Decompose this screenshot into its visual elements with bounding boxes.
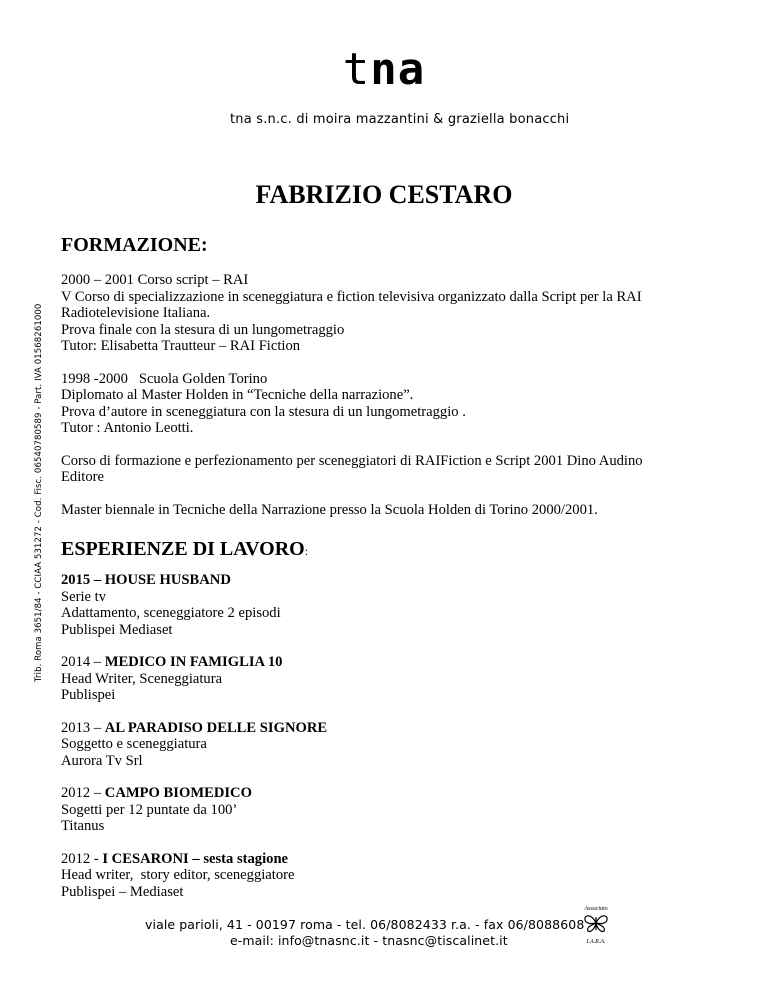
job-detail: Aurora Tv Srl [61, 752, 143, 769]
job-detail: Head Writer, Sceneggiatura [61, 670, 223, 687]
formazione-block [61, 453, 721, 486]
registration-side-text: Trib. Roma 3651/84 - CCIAA 531272 - Cod. Fisc. 06540780589 - Part. IVA 01568261000 [34, 303, 44, 682]
formazione-block [61, 272, 721, 355]
job-year: 2012 - [61, 850, 103, 867]
job-entry [61, 720, 721, 770]
job-title: HOUSE HUSBAND [104, 572, 231, 588]
association-bottom-label: I.A.R.A. [586, 939, 606, 945]
text-line: V Corso di specializzazione in sceneggiatura e fiction televisiva organizzato dalla Script per la RAI [61, 288, 642, 305]
cv-content [61, 232, 721, 900]
job-year: 2015 – [61, 572, 105, 588]
formazione-block [61, 502, 721, 519]
job-title: CAMPO BIOMEDICO [104, 785, 252, 801]
job-title: MEDICO IN FAMIGLIA 10 [104, 654, 283, 670]
job-entry [61, 572, 721, 638]
section-title-esperienze [61, 536, 721, 564]
job-title: I CESARONI – sesta stagione [102, 850, 289, 867]
footer-address: viale parioli, 41 - 00197 roma - tel. 06/8082433 r.a. - fax 06/8088608 [145, 917, 585, 932]
section-title-text: ESPERIENZE DI LAVORO [61, 538, 305, 560]
text-line: Master biennale in Tecniche della Narrazione presso la Scuola Holden di Torino 2000/2001. [61, 501, 598, 518]
formazione-block [61, 371, 721, 437]
association-logo [578, 906, 614, 945]
job-detail: Publispei – Mediaset [61, 883, 184, 900]
job-heading [61, 785, 721, 802]
text-line: Tutor : Antonio Leotti. [61, 420, 194, 436]
logo-part-t: t [342, 44, 371, 95]
company-line: tna s.n.c. di moira mazzantini & graziella bonacchi [230, 112, 570, 127]
job-entry [61, 851, 721, 901]
job-year: 2013 – [61, 719, 105, 736]
job-detail: Sogetti per 12 puntate da 100’ [61, 801, 238, 818]
text-line: Editore [61, 469, 104, 485]
footer-email: e-mail: info@tnasnc.it - tnasnc@tiscalinet.it [230, 933, 508, 948]
job-detail: Publispei [61, 687, 116, 703]
job-detail: Adattamento, sceneggiatore 2 episodi [61, 605, 281, 621]
job-title: AL PARADISO DELLE SIGNORE [104, 719, 328, 736]
text-line: Prova d’autore in sceneggiatura con la stesura di un lungometraggio . [61, 403, 466, 420]
job-detail: Head writer, story editor, sceneggiatore [61, 867, 295, 883]
text-line: Diplomato al Master Holden in “Tecniche della narrazione”. [61, 387, 414, 403]
job-heading [61, 572, 721, 589]
text-line: Tutor: Elisabetta Trautteur – RAI Fiction [61, 338, 301, 354]
job-detail: Publispei Mediaset [61, 621, 173, 638]
logo-part-na: na [370, 44, 426, 95]
job-entry [61, 785, 721, 835]
text-line: Prova finale con la stesura di un lungometraggio [61, 321, 345, 338]
job-year: 2012 – [61, 785, 105, 801]
person-name: FABRIZIO CESTARO [255, 180, 513, 209]
job-detail: Titanus [61, 818, 105, 834]
job-entry [61, 654, 721, 704]
association-top-label: Associato [584, 906, 608, 912]
section-title-suffix: : [304, 544, 309, 558]
job-heading [61, 720, 721, 737]
text-line: 2000 – 2001 Corso script – RAI [61, 272, 249, 288]
job-detail: Soggetto e sceneggiatura [61, 736, 207, 752]
job-heading [61, 654, 721, 671]
text-line: Radiotelevisione Italiana. [61, 305, 211, 321]
text-line: 1998 -2000 Scuola Golden Torino [61, 370, 268, 387]
company-logo [0, 46, 768, 94]
job-detail: Serie tv [61, 588, 106, 605]
job-heading [61, 851, 721, 868]
butterfly-icon [582, 912, 610, 934]
text-line: Corso di formazione e perfezionamento per sceneggiatori di RAIFiction e Script 2001 Dino Audino [61, 452, 643, 469]
job-year: 2014 – [61, 654, 105, 670]
section-title-formazione: FORMAZIONE: [61, 234, 208, 256]
